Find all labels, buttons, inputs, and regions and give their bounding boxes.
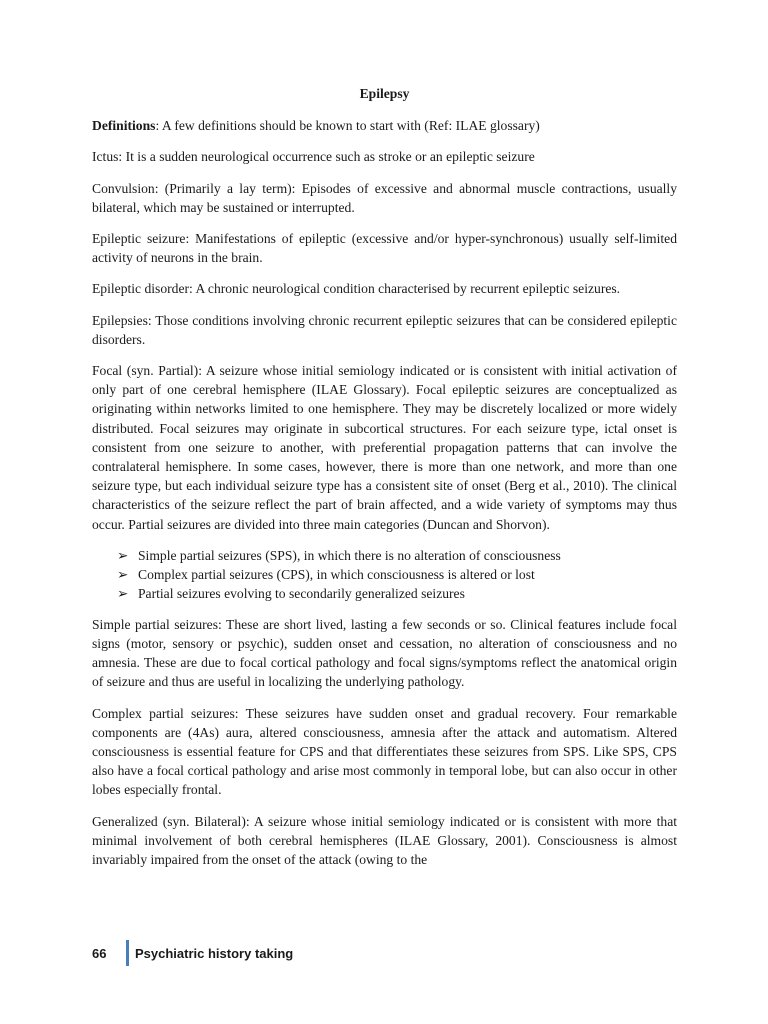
paragraph-ictus: Ictus: It is a sudden neurological occurrence such as stroke or an epileptic seizure [92,149,535,165]
paragraph-generalized: Generalized (syn. Bilateral): A seizure whose initial semiology indicated or is consistent with more that minimal involvement of both cerebral hemispheres (ILAE Glossary, 2001). Consciousness is almost invariably impaired from the onset of the attack (owing to the [92,813,677,868]
arrow-bullet-icon: ➢ [117,566,129,582]
list-item: ➢ Complex partial seizures (CPS), in which consciousness is altered or lost [117,566,535,582]
running-title: Psychiatric history taking [135,945,294,961]
arrow-bullet-icon: ➢ [117,547,129,563]
page-title: Epilepsy [359,86,410,101]
paragraph-focal: Focal (syn. Partial): A seizure whose initial semiology indicated or is consistent with initial activation of only part of one cerebral hemisphere (ILAE Glossary). Focal epileptic seizures are conceptualized as originating within networks limited to one hemisphere. They may be discretely localized or more widely distributed. Focal seizures may originate in subcortical structures. For each seizure type, ictal onset is consistent from one seizure to another, with preferential propagation patterns that can involve the contralateral hemisphere. In some cases, however, there is more than one network, and more than one seizure type, but each individual seizure type has a consistent site of onset (Berg et al., 2010). The clinical characteristics of the seizure reflect the part of brain affected, and a wide variety of symptoms may thus occur. Partial seizures are divided into three main categories (Duncan and Shorvon). [92,363,677,532]
page-number: 66 [92,945,107,961]
footer-divider-bar [126,940,129,966]
definitions-heading: Definitions [92,118,156,134]
paragraph-epileptic-seizure: Epileptic seizure: Manifestations of epileptic (excessive and/or hyper-synchronous) usually self-limited activity of neurons in the brain. [92,231,677,266]
definitions-paragraph [92,116,677,135]
list-item: ➢ Partial seizures evolving to secondarily generalized seizures [117,585,465,601]
seizure-category-list [92,546,677,603]
definitions-intro: : A few definitions should be known to start with (Ref: ILAE glossary) [155,118,540,134]
paragraph-simple-partial: Simple partial seizures: These are short lived, lasting a few seconds or so. Clinical features include focal signs (motor, sensory or psychic), sudden onset and cessation, no alteration of consciousness and no amnesia. These are due to focal cortical pathology and focal signs/symptoms reflect the anatomical origin of seizure and thus are useful in localizing the underlying pathology. [92,616,677,690]
paragraph-epilepsies: Epilepsies: Those conditions involving chronic recurrent epileptic seizures that can be considered epileptic disorders. [92,312,677,347]
list-item: ➢ Simple partial seizures (SPS), in which there is no alteration of consciousness [117,547,561,563]
document-page [92,84,677,881]
paragraph-convulsion: Convulsion: (Primarily a lay term): Episodes of excessive and abnormal muscle contractions, usually bilateral, which may be sustained or interrupted. [92,180,677,215]
arrow-bullet-icon: ➢ [117,585,129,601]
paragraph-epileptic-disorder: Epileptic disorder: A chronic neurological condition characterised by recurrent epileptic seizures. [92,281,621,297]
page-footer [92,940,293,966]
paragraph-complex-partial: Complex partial seizures: These seizures have sudden onset and gradual recovery. Four remarkable components are (4As) aura, altered consciousness, amnesia after the attack and automatism. Altered consciousness is essential feature for CPS and that differentiates these seizures from SPS. Like SPS, CPS also have a focal cortical pathology and arise most commonly in temporal lobe, but can also occur in other lobes especially frontal. [92,705,677,798]
